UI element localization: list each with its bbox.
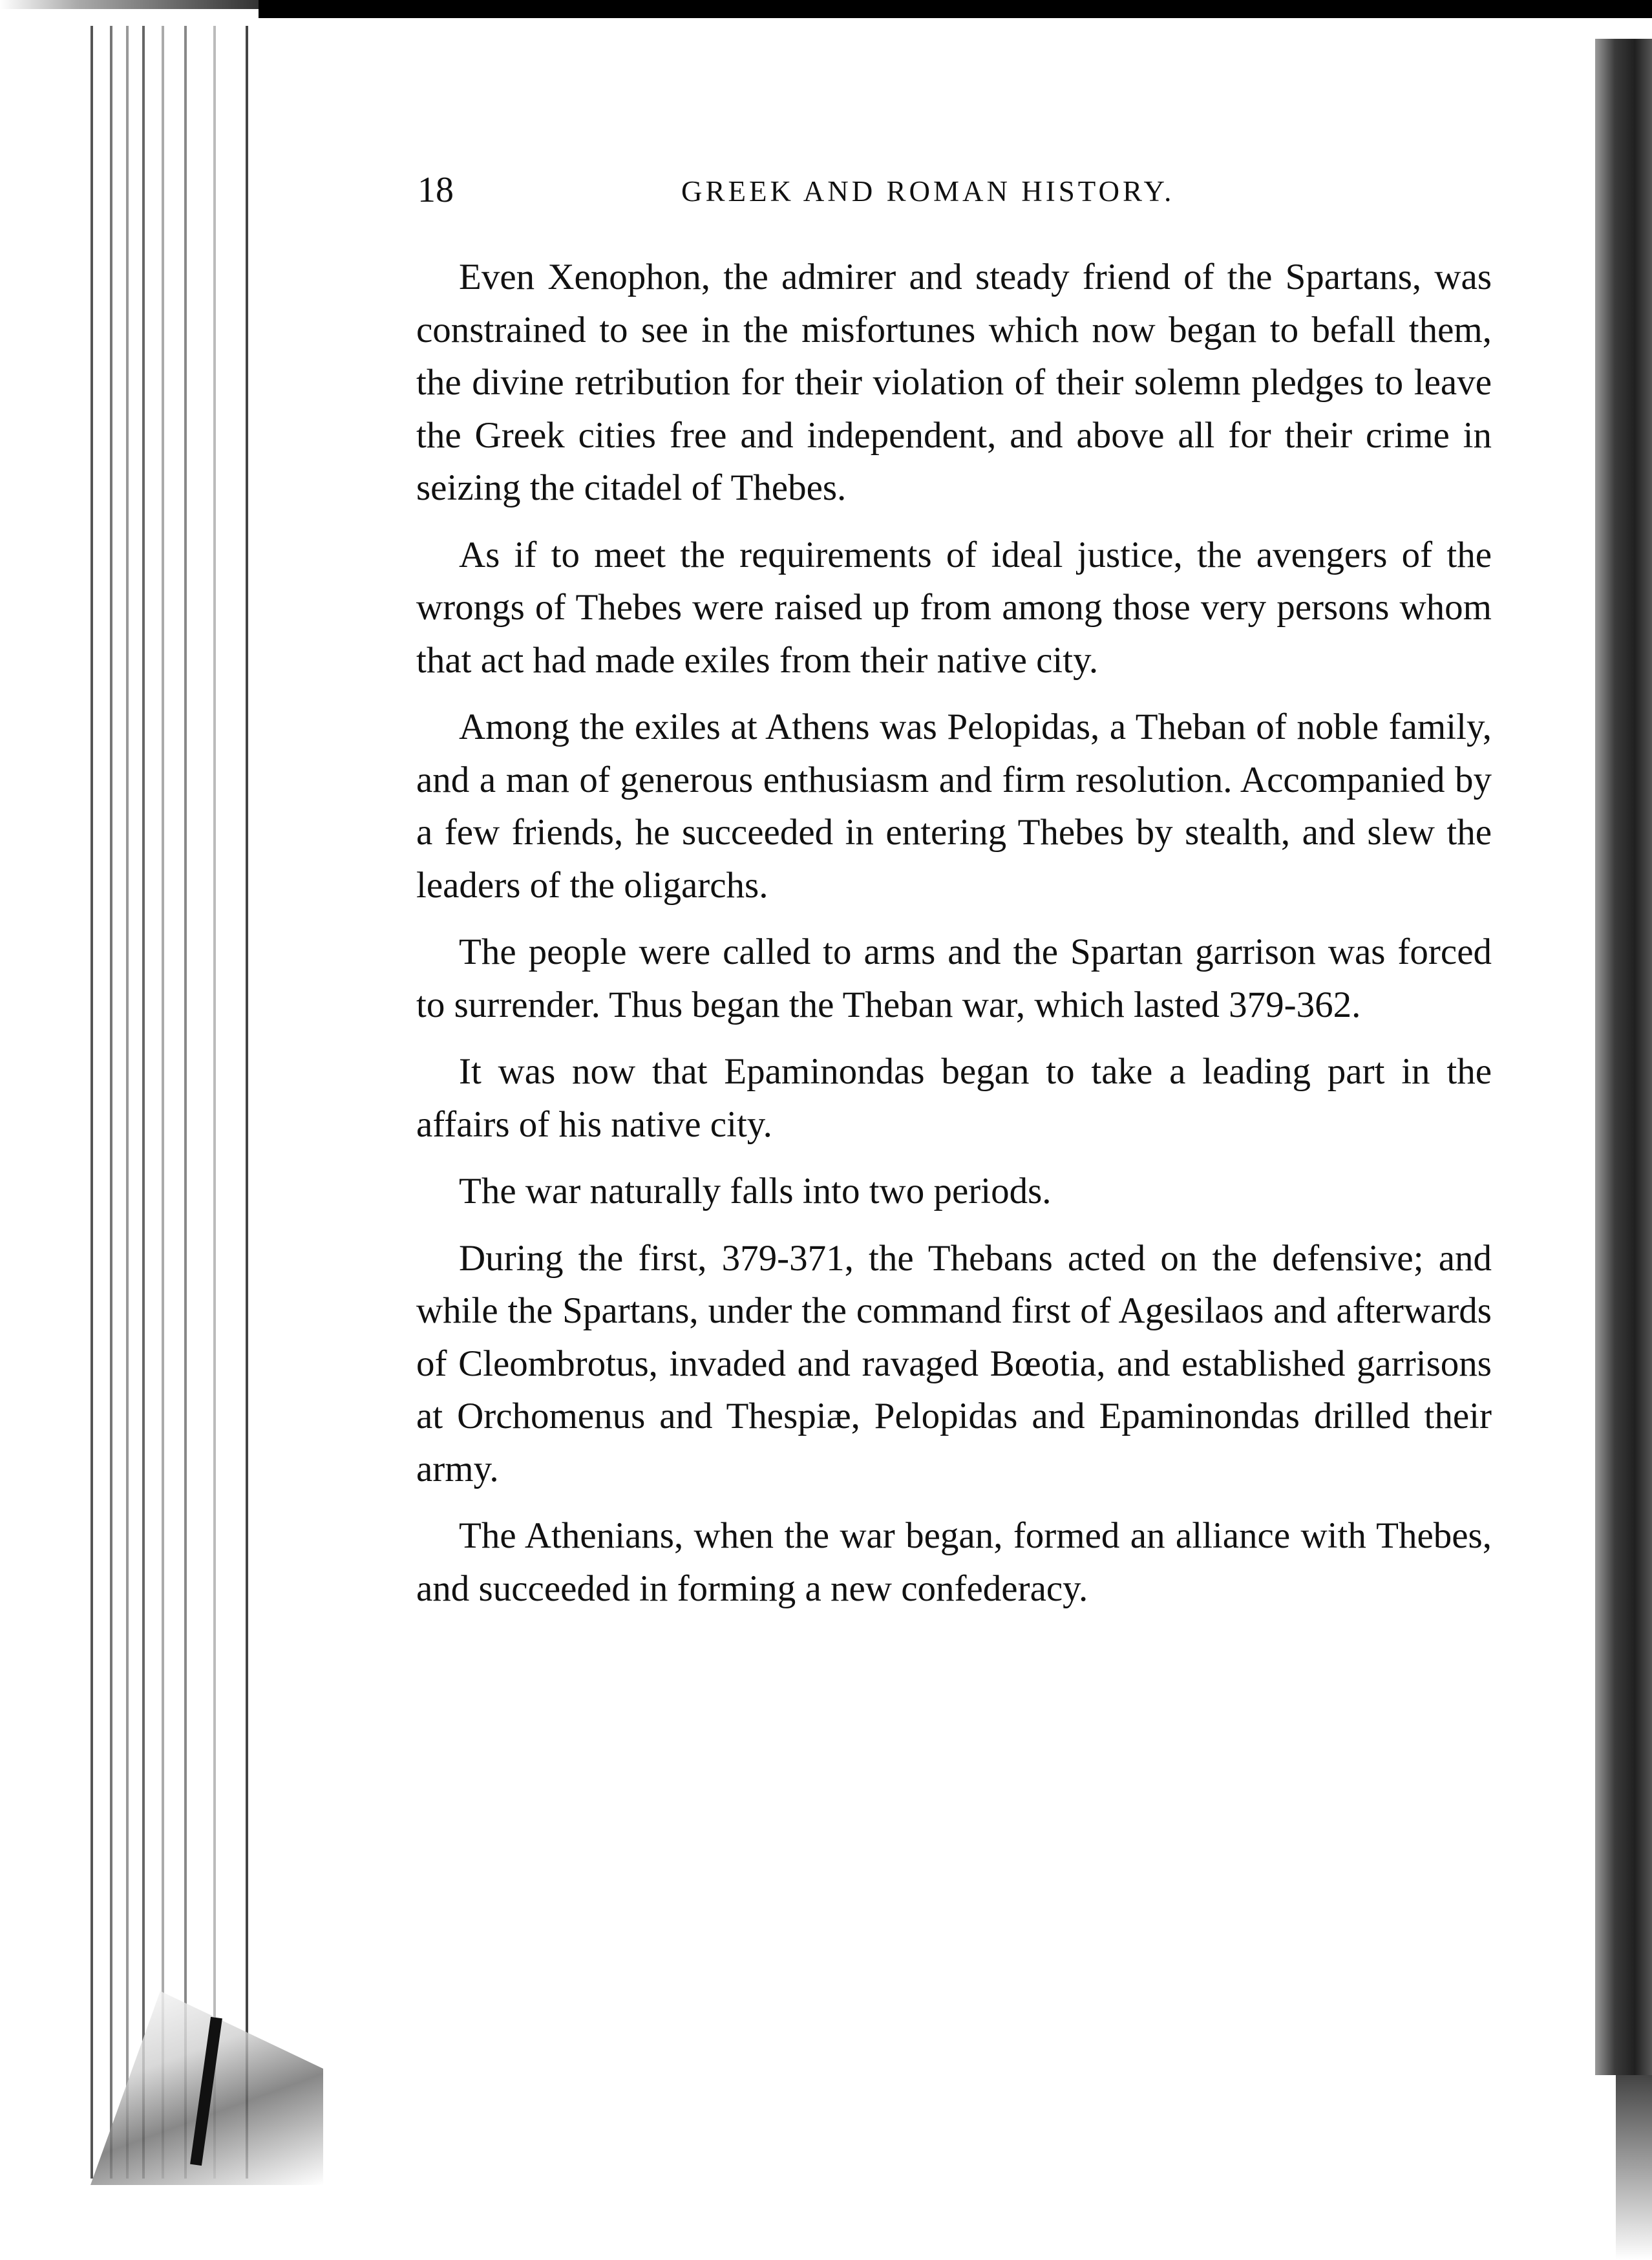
paragraph: As if to meet the requirements of ideal justice, the avengers of the wrongs of Thebes were raised up from among those very persons whom that act had made exiles from their native city. [416,534,1492,681]
paragraph: It was now that Epaminondas began to take a leading part in the affairs of his native city. [416,1051,1492,1145]
body-text [416,251,1492,1629]
running-head: GREEK AND ROMAN HISTORY. [681,175,1175,208]
page-edge-shadow-lower [1616,2075,1652,2260]
page-edge-shadow [1595,39,1652,2075]
page-stack-edge [65,26,259,2179]
scan-border-top [259,0,1652,18]
page-header [418,169,1242,215]
page-number: 18 [418,170,454,210]
paragraph: The war naturally falls into two periods. [459,1171,1052,1211]
paragraph: The Athenians, when the war began, formed an alliance with Thebes, and succeeded in forming a new confederacy. [416,1515,1492,1609]
paragraph: During the first, 379-371, the Thebans acted on the defensive; and while the Spartans, under the command first of Agesilaos and afterwards of Cleombrotus, invaded and ravaged Bœotia, and established garrisons at Orchomenus and Thespiæ, Pelopidas and Epaminondas drilled their army. [416,1237,1492,1489]
paragraph: Among the exiles at Athens was Pelopidas, a Theban of noble family, and a man of generous enthusiasm and firm resolution. Accompanied by a few friends, he succeeded in entering Thebes by stealth, and slew the leaders of the oligarchs. [416,707,1492,906]
scan-border-top-left [0,0,259,9]
paragraph: The people were called to arms and the Spartan garrison was forced to surrender. Thus began the Theban war, which lasted 379-362. [416,932,1492,1025]
paragraph: Even Xenophon, the admirer and steady friend of the Spartans, was constrained to see in the misfortunes which now began to befall them, the divine retribution for their violation of their solemn pledges to leave the Greek cities free and independent, and above all for their crime in seizing the citadel of Thebes. [416,257,1492,508]
